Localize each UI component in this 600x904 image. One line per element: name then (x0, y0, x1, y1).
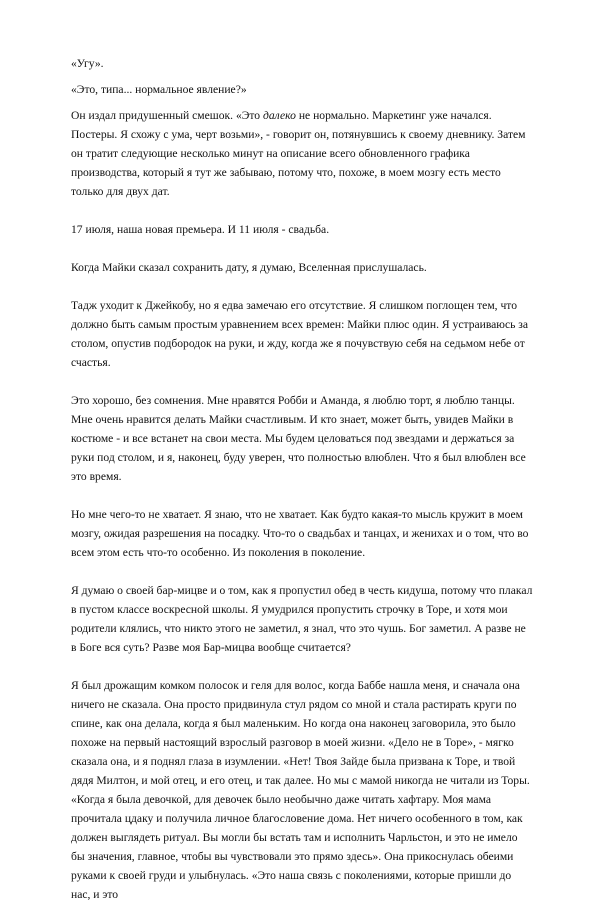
paragraph-text: Я был дрожащим комком полосок и геля для волос, когда Баббе нашла меня, и сначала она ничего не сказала. Она просто придвинула стул рядом со мной и стала растирать круги по спине, как она делала, когда я был маленьким. Но когда она наконец заговорила, это было похоже на первый настоящий взрослый разговор в моей жизни. «Дело не в Торе», - мягко сказала она, и я поднял глаза в изумлении. «Нет! Твоя Зайде была призвана к Торе, и твой дядя Милтон, и мой отец, и его отец, и так далее. Но мы с мамой никогда не читали из Торы. «Когда я была девочкой, для девочек было необычно даже читать хафтару. Моя мама прочитала цдаку и получила личное благословение дома. Нет ничего особенного в том, как должен выглядеть ритуал. Вы могли бы встать там и исполнить Чарльстон, и это не имело бы значения, главное, чтобы вы чувствовали это прямо здесь». Она прикоснулась обеими руками к своей груди и улыбнулась. «Это наша связь с поколениями, которые пришли до нас, и это (71, 679, 530, 901)
paragraph (71, 676, 533, 904)
paragraph-text: Он издал придушенный смешок. «Это (71, 109, 263, 122)
paragraph-text: «Это, типа... нормальное явление?» (71, 83, 247, 96)
paragraph (71, 391, 533, 486)
paragraph-text: Это хорошо, без сомнения. Мне нравятся Робби и Аманда, я люблю торт, я люблю танцы. Мне очень нравится делать Майки счастливым. И кто знает, может быть, увидев Майки в костюме - и все встанет на свои места. Мы будем целоваться под звездами и держаться за руки под столом, и я, наконец, буду уверен, что полностью влюблен. Что я был влюблен все это время. (71, 394, 526, 483)
paragraph-text: «Угу». (71, 57, 104, 70)
paragraph-text: Когда Майки сказал сохранить дату, я думаю, Вселенная прислушалась. (71, 261, 427, 274)
paragraph (71, 296, 533, 372)
paragraph (71, 54, 533, 73)
paragraph-text: Тадж уходит к Джейкобу, но я едва замечаю его отсутствие. Я слишком поглощен тем, что должно быть самым простым уравнением всех времен: Майки плюс один. Я устраиваюсь за столом, опустив подбородок на руки, и жду, когда же я почувствую себя на седьмом небе от счастья. (71, 299, 529, 369)
paragraph-text: 17 июля, наша новая премьера. И 11 июля - свадьба. (71, 223, 330, 236)
paragraph (71, 258, 533, 277)
paragraph (71, 581, 533, 657)
paragraph (71, 80, 533, 99)
paragraph (71, 106, 533, 201)
paragraph (71, 220, 533, 239)
paragraph-text: Я думаю о своей бар-мицве и о том, как я пропустил обед в честь кидуша, потому что плакал в пустом классе воскресной школы. Я умудрился пропустить строчку в Торе, и хотя мои родители клялись, что никто этого не заметил, я знал, что это чушь. Бог заметил. А разве не в Боге вся суть? Разве моя Бар-мицва вообще считается? (71, 584, 533, 654)
paragraph-text: Но мне чего-то не хватает. Я знаю, что не хватает. Как будто какая-то мысль кружит в моем мозгу, ожидая разрешения на посадку. Что-то о свадьбах и танцах, и женихах и о том, что во всем этом есть что-то особенно. Из поколения в поколение. (71, 508, 529, 559)
paragraph (71, 505, 533, 562)
paragraph-text: не нормально. Маркетинг уже начался. Постеры. Я схожу с ума, черт возьми», - говорит он, потянувшись к своему дневнику. Затем он тратит следующие несколько минут на описание всего обновленного графика производства, который я тут же забываю, потому что, похоже, в моем мозгу есть место только для двух дат. (71, 109, 526, 198)
document-body (71, 54, 533, 904)
emphasis-text: далеко (263, 109, 296, 122)
